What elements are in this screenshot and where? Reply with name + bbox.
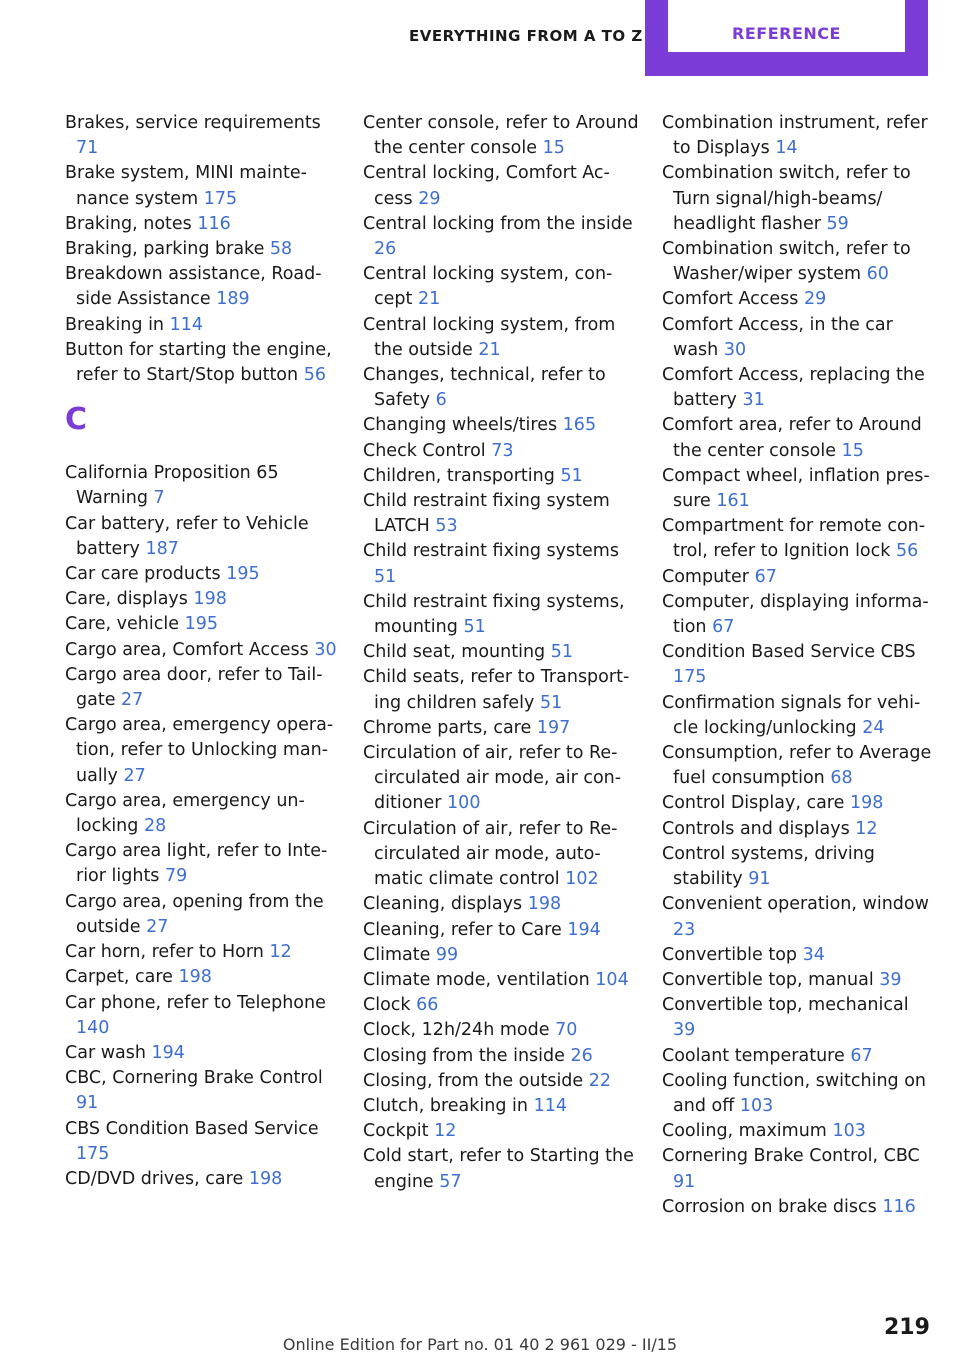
- index-entry-text: Comfort Access: [662, 289, 799, 310]
- index-entry: [363, 1069, 641, 1094]
- index-entry: [662, 111, 934, 161]
- index-entry-text: Brake system, MINI maintenance system: [65, 163, 307, 209]
- index-entry-text: Control Display, care: [662, 793, 845, 814]
- index-entry-text: Confirmation signals for vehicle locking/unlocking: [662, 692, 921, 738]
- index-entry-text: Circulation of air, refer to Recirculated air mode, air conditioner: [363, 743, 622, 814]
- index-entry-text: Children, transporting: [363, 465, 555, 486]
- index-entry: [363, 539, 641, 589]
- index-entry-text: Brakes, service requirements: [65, 113, 321, 133]
- index-entry-text: Central locking from the inside: [363, 213, 633, 234]
- index-page-link[interactable]: 31: [742, 390, 765, 411]
- index-entry: [662, 1119, 934, 1144]
- index-entry: [662, 640, 934, 690]
- index-page-link[interactable]: 51: [539, 692, 563, 713]
- index-entry-text: Breaking in: [65, 314, 165, 335]
- index-page-link[interactable]: 67: [754, 566, 777, 587]
- index-page-link[interactable]: 70: [555, 1020, 578, 1041]
- index-entry-text: Clock, 12h/24h mode: [363, 1020, 550, 1041]
- index-page-link[interactable]: 26: [570, 1045, 593, 1066]
- index-entry-text: Corrosion on brake discs: [662, 1196, 877, 1217]
- index-entry: [65, 940, 343, 965]
- index-page-link[interactable]: 24: [862, 717, 885, 738]
- index-entry: [65, 839, 343, 889]
- index-page-link[interactable]: 73: [491, 440, 514, 461]
- index-page-link[interactable]: 103: [832, 1121, 866, 1142]
- index-entry: [363, 817, 641, 893]
- index-page-link[interactable]: 15: [841, 440, 864, 461]
- index-entry-text: Cooling function, switching on and off: [662, 1070, 927, 1116]
- index-page-link[interactable]: 23: [673, 919, 696, 940]
- index-entry-text: Braking, notes: [65, 213, 192, 234]
- index-entry-text: California Proposition 65 Warning: [65, 463, 279, 509]
- index-page-link[interactable]: 7: [153, 488, 165, 509]
- index-entry-text: Consumption, refer to Average fuel consumption: [662, 743, 932, 789]
- index-entry: [65, 713, 343, 789]
- index-page-link[interactable]: 68: [830, 768, 853, 789]
- index-entry-text: Breakdown assistance, Roadside Assistance: [65, 264, 322, 310]
- index-page-link[interactable]: 195: [226, 564, 260, 585]
- index-page-link[interactable]: 104: [595, 969, 629, 990]
- index-entry: [65, 338, 343, 388]
- index-page-link[interactable]: 67: [712, 617, 735, 638]
- index-page-link[interactable]: 56: [303, 365, 326, 386]
- index-entry: [363, 413, 641, 438]
- index-entry-text: Closing from the inside: [363, 1045, 565, 1066]
- index-entry-text: Check Control: [363, 440, 486, 461]
- index-entry: [662, 1144, 934, 1194]
- index-page-link[interactable]: 114: [533, 1095, 567, 1116]
- index-page-link[interactable]: 198: [527, 894, 562, 915]
- index-entry-text: Compact wheel, inflation pressure: [662, 465, 930, 512]
- index-entry: [65, 512, 343, 562]
- index-page-link[interactable]: 22: [588, 1070, 612, 1091]
- index-entry: [363, 1119, 641, 1144]
- index-page-link[interactable]: 165: [562, 415, 597, 436]
- index-entry-text: Child seats, refer to Transporting children safely: [363, 667, 630, 713]
- index-entry-text: Car battery, refer to Vehicle battery: [65, 513, 309, 559]
- index-page-link[interactable]: 28: [143, 816, 167, 837]
- index-page-link[interactable]: 27: [146, 916, 169, 937]
- index-entry: [662, 313, 934, 363]
- index-entry-text: CBC, Cornering Brake Control: [65, 1068, 323, 1089]
- index-entry: [662, 363, 934, 413]
- index-entry: [65, 562, 343, 587]
- index-entry: [662, 943, 934, 968]
- index-page-link[interactable]: 99: [435, 944, 459, 965]
- index-page-link[interactable]: 103: [739, 1095, 774, 1116]
- reference-tab[interactable]: [645, 0, 928, 76]
- index-entry-text: CD/DVD drives, care: [65, 1168, 244, 1189]
- index-page-link[interactable]: 6: [435, 390, 447, 411]
- index-entry: [662, 1195, 934, 1220]
- index-entry-text: Cornering Brake Control, CBC: [662, 1146, 920, 1167]
- index-entry-text: Comfort Access, replacing the battery: [662, 365, 925, 411]
- index-entry-text: Compartment for remote control, refer to Ignition lock: [662, 516, 926, 562]
- index-entry: [65, 1117, 343, 1167]
- index-page-link[interactable]: 175: [203, 188, 238, 209]
- index-entry: [662, 464, 934, 514]
- index-page-link[interactable]: 39: [879, 969, 902, 990]
- index-entry: [363, 1094, 641, 1119]
- index-entry-text: Button for starting the engine, refer to Start/Stop button: [65, 339, 332, 386]
- index-entry: [65, 161, 343, 211]
- index-entry-text: Clutch, breaking in: [363, 1095, 528, 1116]
- index-page-link[interactable]: 15: [542, 138, 565, 159]
- index-column-1: [65, 111, 343, 1192]
- index-entry-text: Cooling, maximum: [662, 1121, 827, 1142]
- index-column-3: [662, 111, 934, 1220]
- index-entry-text: Central locking, Comfort Access: [363, 163, 610, 209]
- index-entry-text: Controls and displays: [662, 818, 850, 839]
- index-entry: [363, 439, 641, 464]
- index-entry-text: Child restraint fixing systems, mounting: [363, 591, 625, 638]
- index-page-link[interactable]: 175: [76, 1143, 110, 1164]
- index-page-link[interactable]: 12: [269, 942, 292, 963]
- index-column-2: [363, 111, 641, 1195]
- index-entry: [662, 161, 934, 237]
- index-page-link[interactable]: 67: [850, 1045, 873, 1066]
- index-entry-text: CBS Condition Based Service: [65, 1118, 319, 1139]
- index-entry-text: Care, displays: [65, 589, 188, 610]
- index-entry: [65, 313, 343, 338]
- index-page-link[interactable]: 195: [184, 614, 218, 635]
- index-entry: [363, 968, 641, 993]
- index-page-link[interactable]: 27: [123, 765, 146, 786]
- index-entry-text: Convertible top, manual: [662, 969, 874, 990]
- index-entry-text: Child seat, mounting: [363, 642, 546, 663]
- index-page-link[interactable]: 26: [374, 239, 397, 260]
- index-entry: [662, 1044, 934, 1069]
- index-page-link[interactable]: 34: [802, 944, 825, 965]
- index-page-link[interactable]: 12: [855, 818, 878, 839]
- index-page-link[interactable]: 194: [151, 1042, 185, 1063]
- index-entry-text: Condition Based Service CBS: [662, 642, 916, 663]
- index-entry-text: Coolant temperature: [662, 1045, 845, 1066]
- index-entry: [65, 991, 343, 1041]
- index-page-link[interactable]: 198: [248, 1168, 283, 1189]
- index-page-link[interactable]: 91: [76, 1093, 99, 1114]
- index-page-link[interactable]: 198: [849, 793, 884, 814]
- index-entry: [662, 514, 934, 564]
- index-entry: [65, 111, 343, 161]
- index-entry: [363, 993, 641, 1018]
- index-entry: [65, 789, 343, 839]
- index-entry: [65, 212, 343, 237]
- index-entry: [363, 111, 641, 161]
- index-entry-text: Care, vehicle: [65, 614, 179, 635]
- index-page-link[interactable]: 102: [565, 869, 599, 890]
- index-entry-text: Child restraint fixing systems: [363, 541, 619, 562]
- index-page-link[interactable]: 53: [435, 516, 458, 537]
- index-entry-text: Convertible top, mechanical: [662, 995, 909, 1016]
- index-entry-text: Closing, from the outside: [363, 1070, 584, 1091]
- index-page-link[interactable]: 30: [314, 639, 337, 660]
- index-page-link[interactable]: 58: [269, 239, 293, 260]
- index-entry: [363, 464, 641, 489]
- index-page-link[interactable]: 175: [673, 667, 707, 688]
- index-entry: [662, 993, 934, 1043]
- index-entry: [662, 691, 934, 741]
- index-entry: [363, 1044, 641, 1069]
- index-page-link[interactable]: 51: [374, 566, 397, 587]
- index-entry-text: Cargo area, emergency operation, refer to Unlocking manually: [65, 715, 334, 786]
- index-page-link[interactable]: 91: [673, 1171, 696, 1192]
- index-entry-text: Center console, refer to Around the center console: [363, 113, 639, 159]
- page-number: 219: [884, 1315, 930, 1340]
- index-entry-text: Combination switch, refer to Washer/wiper system: [662, 239, 911, 285]
- index-entry: [662, 842, 934, 892]
- index-entry: [363, 161, 641, 211]
- index-letter-heading: C: [65, 402, 88, 438]
- reference-tab-label: REFERENCE: [732, 24, 841, 43]
- index-entry-text: Comfort Access, in the car wash: [662, 314, 893, 360]
- index-page-link[interactable]: 198: [178, 967, 212, 988]
- index-page-link[interactable]: 30: [723, 339, 747, 360]
- index-page-link[interactable]: 189: [216, 289, 250, 310]
- index-entry: [363, 313, 641, 363]
- index-entry: [662, 287, 934, 312]
- index-entry: [65, 237, 343, 262]
- index-entry: [65, 587, 343, 612]
- index-page-link[interactable]: 60: [866, 264, 889, 285]
- index-entry: [363, 1144, 641, 1194]
- index-entry: [65, 461, 343, 511]
- index-entry-text: Combination instrument, refer to Displays: [662, 113, 928, 159]
- index-entry-text: Convertible top: [662, 944, 798, 965]
- index-page-link[interactable]: 161: [716, 491, 750, 512]
- index-entry-text: Carpet, care: [65, 967, 173, 988]
- reference-tab-inner: [668, 0, 905, 52]
- index-page-link[interactable]: 198: [193, 589, 227, 610]
- index-entry-text: Control systems, driving stability: [662, 843, 875, 890]
- index-entry: [363, 918, 641, 943]
- index-entry-text: Cargo area, Comfort Access: [65, 639, 309, 660]
- index-entry: [65, 1066, 343, 1116]
- index-entry-text: Car phone, refer to Telephone: [65, 992, 326, 1013]
- index-entry-text: Cargo area, emergency unlocking: [65, 790, 305, 837]
- index-entry: [662, 968, 934, 993]
- index-entry: [662, 791, 934, 816]
- index-entry: [662, 817, 934, 842]
- index-page-link[interactable]: 51: [560, 465, 583, 486]
- index-entry-text: Climate: [363, 944, 431, 965]
- index-entry: [65, 965, 343, 990]
- section-title: EVERYTHING FROM A TO Z: [409, 27, 643, 45]
- index-entry-text: Cargo area door, refer to Tailgate: [65, 664, 323, 711]
- index-page-link[interactable]: 187: [145, 538, 179, 559]
- index-page-link[interactable]: 79: [165, 866, 188, 887]
- index-entry: [363, 489, 641, 539]
- index-page-link[interactable]: 21: [417, 289, 441, 310]
- index-entry-text: Computer, displaying information: [662, 591, 929, 638]
- index-page-link[interactable]: 27: [121, 690, 144, 711]
- index-entry: [662, 1069, 934, 1119]
- footer-edition: Online Edition for Part no. 01 40 2 961 029 - II/15: [282, 1335, 678, 1354]
- index-page-link[interactable]: 71: [76, 138, 99, 159]
- index-entry-text: Climate mode, ventilation: [363, 969, 590, 990]
- index-entry-text: Chrome parts, care: [363, 717, 532, 738]
- index-entry: [363, 640, 641, 665]
- index-page-link[interactable]: 59: [826, 213, 849, 234]
- index-entry: [662, 892, 934, 942]
- index-entry-text: Convenient operation, window: [662, 894, 929, 915]
- index-page-link[interactable]: 91: [748, 869, 771, 890]
- index-page-link[interactable]: 140: [76, 1017, 110, 1038]
- index-entry-text: Combination switch, refer to Turn signal/high-beams/ headlight flasher: [662, 163, 911, 234]
- index-entry: [363, 590, 641, 640]
- index-entry-text: Cargo area, opening from the outside: [65, 891, 324, 937]
- index-entry: [363, 892, 641, 917]
- index-entry: [65, 1041, 343, 1066]
- index-entry: [65, 1167, 343, 1192]
- index-entry-text: Central locking system, from the outside: [363, 314, 616, 360]
- index-entry: [363, 363, 641, 413]
- index-entry-text: Changing wheels/tires: [363, 415, 558, 436]
- index-entry-text: Cleaning, refer to Care: [363, 919, 562, 940]
- index-page-link[interactable]: 66: [416, 995, 439, 1016]
- index-entry: [65, 663, 343, 713]
- index-entry-text: Braking, parking brake: [65, 239, 265, 260]
- index-entry: [65, 890, 343, 940]
- index-entry: [65, 262, 343, 312]
- index-entry-text: Computer: [662, 566, 749, 587]
- index-page-link[interactable]: 39: [673, 1020, 696, 1041]
- index-page-link[interactable]: 194: [567, 919, 601, 940]
- index-page-link[interactable]: 116: [882, 1196, 916, 1217]
- index-entry-text: Car wash: [65, 1042, 146, 1063]
- index-entry: [662, 590, 934, 640]
- index-page-link[interactable]: 56: [895, 541, 919, 562]
- index-entry: [65, 612, 343, 637]
- index-entry-text: Car care products: [65, 564, 221, 585]
- index-entry: [363, 716, 641, 741]
- index-entry-text: Car horn, refer to Horn: [65, 942, 264, 963]
- index-entry-text: Cargo area light, refer to Interior lights: [65, 841, 328, 887]
- index-entry: [363, 262, 641, 312]
- index-entry-text: Child restraint fixing system LATCH: [363, 491, 610, 537]
- index-entry: [662, 741, 934, 791]
- index-page-link[interactable]: 29: [803, 289, 827, 310]
- index-entry-text: Central locking system, concept: [363, 264, 613, 310]
- index-page-link[interactable]: 29: [418, 188, 441, 209]
- index-page-link[interactable]: 21: [478, 339, 501, 360]
- index-entry: [363, 943, 641, 968]
- index-page-link[interactable]: 51: [463, 617, 486, 638]
- index-entry: [363, 1018, 641, 1043]
- index-entry: [662, 565, 934, 590]
- index-page-link[interactable]: 197: [536, 717, 571, 738]
- index-page-link[interactable]: 51: [550, 642, 574, 663]
- index-entry: [65, 638, 343, 663]
- index-entry-text: Cold start, refer to Starting the engine: [363, 1146, 634, 1192]
- index-entry-text: Circulation of air, refer to Recirculated air mode, automatic climate control: [363, 818, 618, 890]
- index-entry: [662, 237, 934, 287]
- index-page-link[interactable]: 57: [439, 1171, 462, 1192]
- index-page-link[interactable]: 100: [447, 793, 481, 814]
- index-entry-text: Cleaning, displays: [363, 894, 523, 915]
- index-page-link[interactable]: 114: [169, 314, 204, 335]
- index-entry-text: Comfort area, refer to Around the center console: [662, 415, 922, 461]
- index-entry: [363, 741, 641, 817]
- index-entry-text: Changes, technical, refer to Safety: [363, 365, 606, 411]
- index-entry: [363, 212, 641, 262]
- index-entry: [662, 413, 934, 463]
- index-page-link[interactable]: 14: [775, 138, 798, 159]
- index-page-link[interactable]: 12: [434, 1121, 457, 1142]
- index-entry-text: Clock: [363, 995, 411, 1016]
- index-entry: [363, 665, 641, 715]
- index-entry-text: Cockpit: [363, 1121, 429, 1142]
- index-page-link[interactable]: 116: [197, 213, 231, 234]
